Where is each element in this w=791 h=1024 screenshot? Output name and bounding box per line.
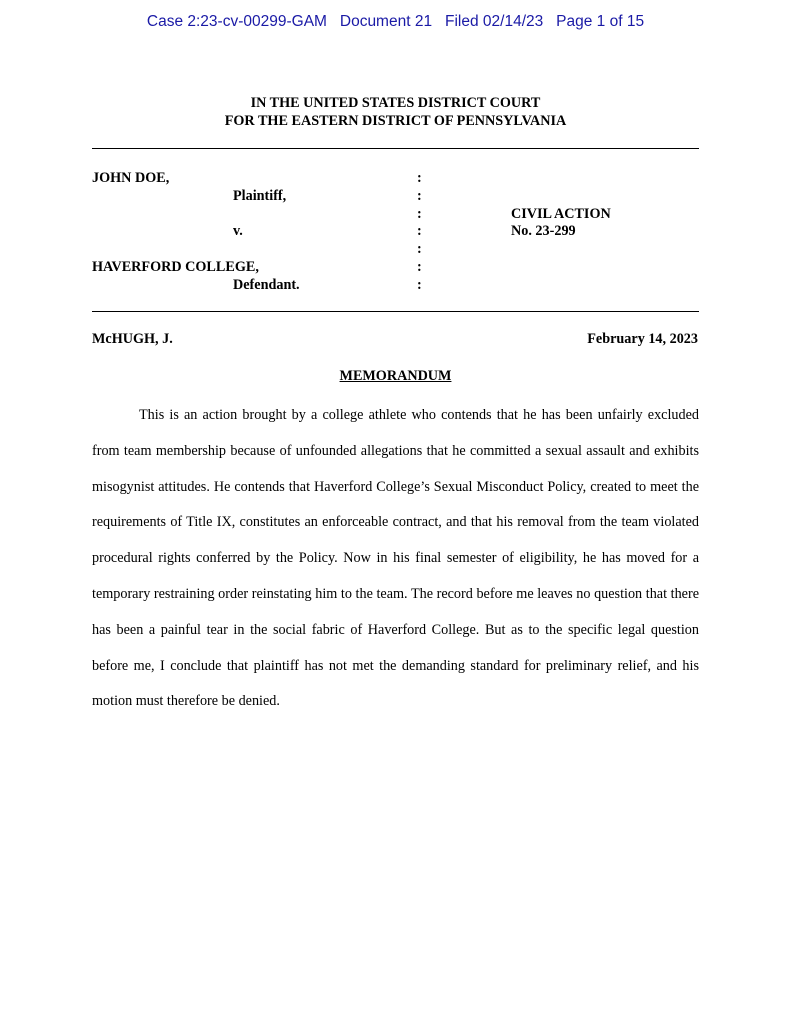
stamp-document: Document 21	[339, 13, 433, 30]
plaintiff-name: JOHN DOE,	[92, 170, 170, 186]
stamp-page: Page 1 of 15	[556, 13, 645, 30]
court-line-2: FOR THE EASTERN DISTRICT OF PENNSYLVANIA	[224, 113, 567, 129]
stamp-filed: Filed 02/14/23	[445, 13, 544, 30]
judge-name: McHUGH, J.	[92, 331, 173, 347]
court-heading	[0, 94, 791, 130]
court-line-1: IN THE UNITED STATES DISTRICT COURT	[250, 95, 541, 111]
memorandum-title: MEMORANDUM	[339, 368, 452, 384]
stamp-case: Case 2:23-cv-00299-GAM	[146, 13, 327, 30]
caption-colon: :	[417, 277, 422, 293]
defendant-name: HAVERFORD COLLEGE,	[92, 259, 259, 275]
civil-action-label: CIVIL ACTION	[511, 206, 611, 222]
opinion-date: February 14, 2023	[587, 331, 698, 347]
caption-colon: :	[417, 241, 422, 257]
filing-stamp	[0, 13, 791, 31]
memorandum-body: This is an action brought by a college athlete who contends that he has been unfairly excluded from team membership because of unfounded allegations that he committed a sexual assault and exhibits misogynist attitudes. He contends that Haverford College’s Sexual Misconduct Policy, created to meet the requirements of Title IX, constitutes an enforceable contract, and that his removal from the team violated procedural rights conferred by the Policy. Now in his final semester of eligibility, he has moved for a temporary restraining order reinstating him to the team. The record before me leaves no question that there has been a painful tear in the social fabric of Haverford College. But as to the specific legal question before me, I conclude that plaintiff has not met the demanding standard for preliminary relief, and his motion must therefore be denied.	[92, 407, 699, 710]
caption-bottom-rule	[92, 311, 699, 312]
case-number: No. 23-299	[511, 223, 576, 239]
plaintiff-role: Plaintiff,	[233, 188, 287, 204]
caption-colon: :	[417, 188, 422, 204]
defendant-role: Defendant.	[233, 277, 300, 293]
caption-colon: :	[417, 223, 422, 239]
versus: v.	[233, 223, 243, 239]
caption-colon: :	[417, 170, 422, 186]
caption-colon: :	[417, 206, 422, 222]
caption-colon: :	[417, 259, 422, 275]
caption-top-rule	[92, 148, 699, 149]
